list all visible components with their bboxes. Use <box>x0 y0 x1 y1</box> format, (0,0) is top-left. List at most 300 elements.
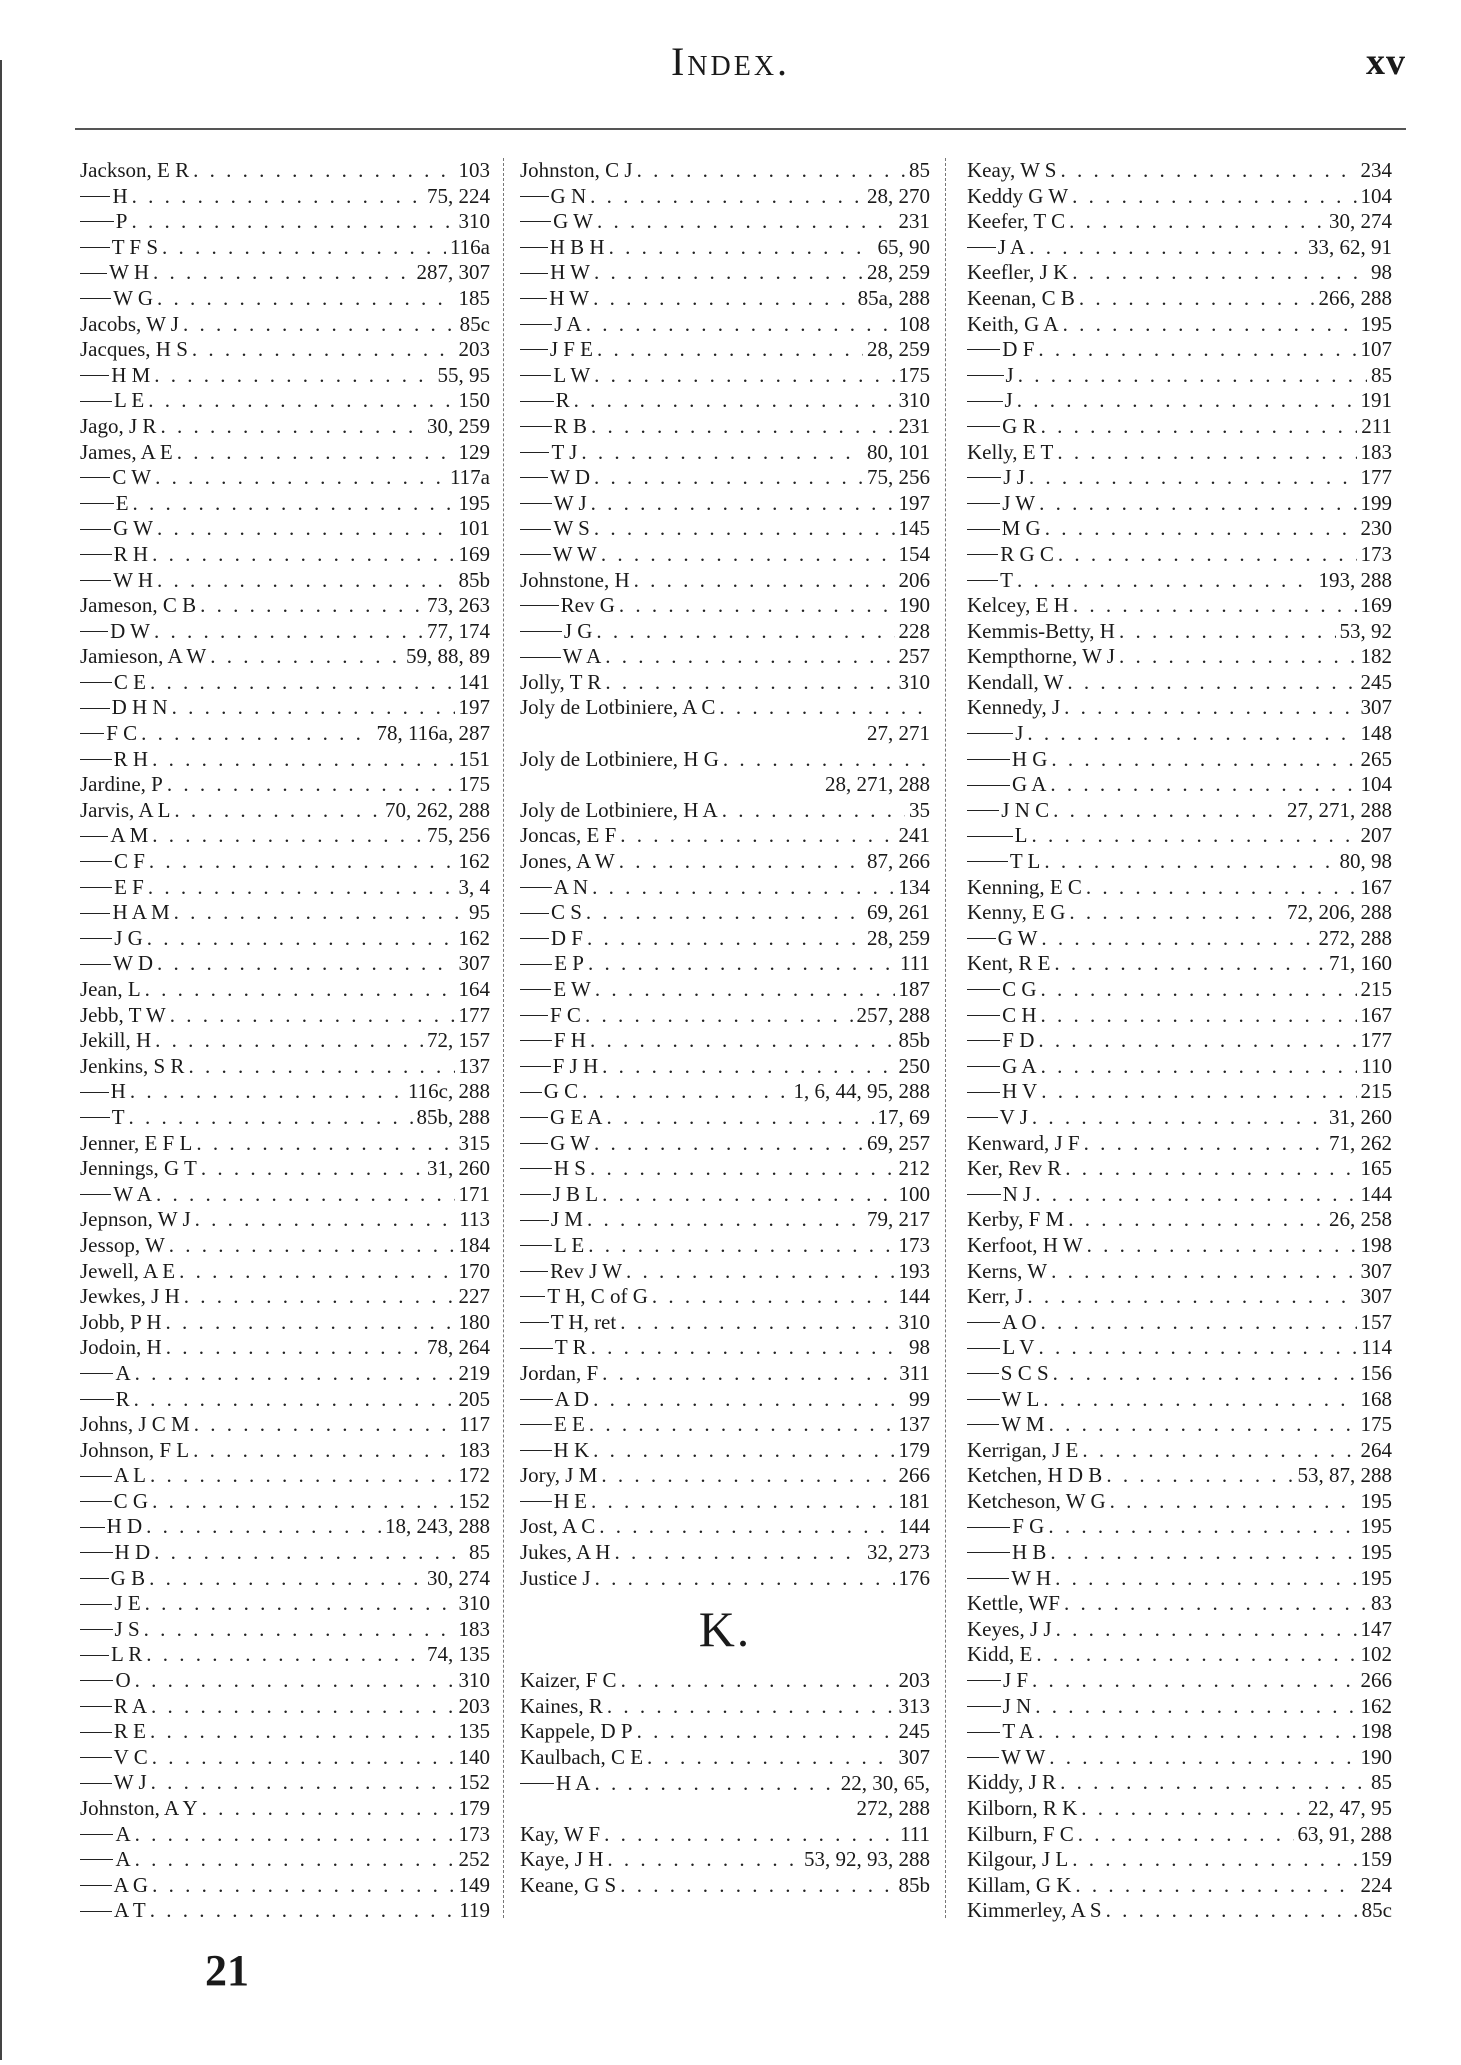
index-entry <box>967 1898 1392 1924</box>
leader-dots <box>607 1694 895 1720</box>
index-entry <box>967 1617 1392 1643</box>
leader-dots <box>177 440 455 466</box>
entry-name: J B L <box>552 1181 599 1206</box>
leader-dots <box>1119 644 1357 670</box>
page-title: Index. <box>670 39 791 84</box>
entry-pages: 85b, 288 <box>416 1104 490 1129</box>
leader-dots <box>166 1310 455 1336</box>
entry-name: E W <box>553 977 591 1001</box>
entry-pages: 310 <box>898 1309 930 1334</box>
index-subentry <box>520 1207 930 1233</box>
entry-name: Kaines, R <box>520 1693 603 1718</box>
index-subentry <box>520 440 930 466</box>
ditto-rule <box>80 554 112 555</box>
index-subentry <box>520 542 930 568</box>
leader-dots <box>581 440 863 466</box>
entry-name: Keefler, J K <box>967 260 1069 285</box>
leader-dots <box>591 414 894 440</box>
entry-name: F J H <box>552 1053 599 1078</box>
leader-dots <box>1041 1054 1358 1080</box>
ditto-rule <box>80 887 112 888</box>
leader-dots <box>210 644 402 670</box>
signature-number: 21 <box>205 1946 249 1995</box>
entry-name: Jolly, T R <box>520 669 602 694</box>
ditto-rule <box>967 1015 1000 1016</box>
entry-name: W D <box>113 951 153 976</box>
entry-pages: 85b <box>898 1873 930 1897</box>
entry-name: H D <box>114 1540 151 1565</box>
entry-pages: 169 <box>458 541 490 566</box>
entry-pages: 59, 88, 89 <box>406 644 490 669</box>
entry-pages: 224 <box>1360 1872 1392 1897</box>
index-subentry <box>967 1335 1392 1361</box>
leader-dots <box>145 1591 455 1617</box>
entry-pages: 85 <box>1371 362 1392 387</box>
entry-name: J S <box>114 1616 140 1641</box>
leader-dots <box>148 388 454 414</box>
entry-pages: 140 <box>458 1744 490 1769</box>
ditto-rule <box>967 375 1004 376</box>
leader-dots <box>201 1156 423 1182</box>
index-subentry <box>80 849 490 875</box>
entry-name: T A <box>1002 1719 1035 1744</box>
leader-dots <box>1058 542 1357 568</box>
index-subentry <box>520 1233 930 1259</box>
entry-name: Keefer, T C <box>967 209 1066 234</box>
entry-name: Killam, G K <box>967 1872 1072 1897</box>
ditto-rule <box>80 1552 113 1553</box>
index-entry <box>80 1796 490 1822</box>
entry-name: Kimmerley, A S <box>967 1898 1102 1923</box>
leader-dots <box>1064 1591 1367 1617</box>
index-entry <box>967 1822 1392 1848</box>
entry-pages: 231 <box>898 209 930 234</box>
ditto-rule <box>520 221 551 222</box>
entry-pages: 187 <box>898 977 930 1001</box>
index-subentry <box>80 1387 490 1413</box>
index-column-3 <box>967 158 1392 1924</box>
leader-dots <box>1038 1335 1357 1361</box>
entry-name: Keyes, J J <box>967 1616 1052 1641</box>
entry-pages: 170 <box>458 1258 490 1283</box>
leader-dots <box>602 1054 894 1080</box>
entry-pages: 179 <box>458 1796 490 1820</box>
index-subentry <box>80 516 490 542</box>
leader-dots <box>597 337 863 363</box>
ditto-rule <box>80 477 110 478</box>
leader-dots <box>601 1463 894 1489</box>
index-subentry <box>967 235 1392 261</box>
entry-pages: 152 <box>458 1770 490 1795</box>
leader-dots <box>157 951 455 977</box>
ditto-rule <box>520 401 554 402</box>
entry-pages: 181 <box>898 1488 930 1513</box>
index-subentry <box>80 823 490 849</box>
index-entry <box>967 1591 1392 1617</box>
index-subentry <box>520 1489 930 1515</box>
index-entry <box>80 158 490 184</box>
index-subentry <box>967 1745 1392 1771</box>
entry-name: H K <box>553 1437 590 1462</box>
index-subentry <box>967 363 1392 389</box>
leader-dots <box>1050 1540 1356 1566</box>
index-entry <box>967 900 1392 926</box>
index-entry <box>967 1642 1392 1668</box>
entry-name: G W <box>550 1130 590 1155</box>
entry-name: Johnston, C J <box>520 158 633 182</box>
leader-dots <box>1041 1310 1357 1336</box>
index-subentry <box>80 1617 490 1643</box>
leader-dots <box>131 209 454 235</box>
entry-name: A <box>115 1847 131 1872</box>
entry-pages: 182 <box>1360 644 1392 669</box>
entry-pages: 71, 160 <box>1329 951 1392 976</box>
ditto-rule <box>967 1757 999 1758</box>
entry-pages: 310 <box>898 669 930 694</box>
index-subentry <box>80 1489 490 1515</box>
ditto-rule <box>967 1680 1001 1681</box>
entry-pages: 272, 288 <box>856 1796 930 1821</box>
entry-pages: 264 <box>1360 1437 1392 1462</box>
entry-pages: 98 <box>909 1335 930 1360</box>
entry-name: Jepnson, W J <box>80 1207 191 1232</box>
ditto-rule <box>80 938 112 939</box>
leader-dots <box>1035 1182 1356 1208</box>
ditto-rule <box>520 964 552 965</box>
entry-pages: 203 <box>898 1668 930 1693</box>
entry-pages: 175 <box>458 772 490 797</box>
index-entry <box>80 1003 490 1029</box>
entry-name: Jebb, T W <box>80 1002 166 1027</box>
leader-dots <box>1041 1003 1357 1029</box>
entry-pages: 179 <box>898 1437 930 1462</box>
index-subentry <box>967 1514 1392 1540</box>
entry-pages: 18, 243, 288 <box>385 1514 490 1539</box>
entry-name: L E <box>554 1232 585 1257</box>
index-subentry <box>520 977 930 1003</box>
leader-dots <box>156 1182 455 1208</box>
index-subentry <box>967 721 1392 747</box>
leader-dots <box>596 619 894 645</box>
leader-dots <box>152 1873 454 1899</box>
index-entry <box>80 1028 490 1054</box>
index-entry <box>520 670 930 696</box>
leader-dots <box>588 1233 894 1259</box>
index-subentry <box>80 1745 490 1771</box>
entry-name: M G <box>1001 516 1041 541</box>
leader-dots <box>153 260 412 286</box>
entry-pages: 313 <box>898 1693 930 1718</box>
ditto-rule <box>520 1783 554 1784</box>
ditto-rule <box>80 196 110 197</box>
index-entry <box>80 977 490 1003</box>
entry-pages: 171 <box>458 1181 490 1206</box>
leader-dots <box>135 1847 455 1873</box>
index-entry <box>967 1233 1392 1259</box>
leader-dots <box>157 516 455 542</box>
leader-dots <box>1065 1156 1356 1182</box>
index-entry <box>80 644 490 670</box>
entry-pages: 190 <box>1360 1744 1392 1769</box>
entry-name: Kerby, F M <box>967 1207 1065 1232</box>
entry-pages: 27, 271 <box>867 721 930 746</box>
index-subentry <box>967 568 1392 594</box>
index-subentry <box>520 388 930 414</box>
entry-name: T R <box>554 1335 587 1360</box>
index-subentry <box>967 977 1392 1003</box>
leader-dots <box>593 1438 894 1464</box>
entry-pages: 31, 260 <box>427 1156 490 1181</box>
index-entry <box>80 772 490 798</box>
ditto-rule <box>80 913 110 914</box>
entry-pages: 78, 116a, 287 <box>376 721 490 746</box>
entry-pages: 104 <box>1360 772 1392 797</box>
entry-name: W H <box>109 260 150 285</box>
entry-pages: 183 <box>458 1437 490 1462</box>
index-entry <box>80 414 490 440</box>
entry-name: R <box>115 1386 130 1411</box>
index-entry <box>967 1847 1392 1873</box>
index-subentry <box>80 1694 490 1720</box>
entry-pages: 30, 259 <box>427 413 490 438</box>
index-entry <box>967 440 1392 466</box>
entry-name: C H <box>1002 1002 1037 1027</box>
index-subentry <box>520 1335 930 1361</box>
ditto-rule <box>520 605 559 606</box>
entry-name: Jago, J R <box>80 413 157 438</box>
leader-dots <box>1049 1412 1357 1438</box>
ditto-rule <box>967 1732 1000 1733</box>
leader-dots <box>1032 1105 1325 1131</box>
entry-name: A <box>115 1821 131 1846</box>
leader-dots <box>637 158 905 184</box>
entry-pages: 129 <box>458 439 490 464</box>
leader-dots <box>149 1566 423 1592</box>
ditto-rule <box>520 196 549 197</box>
entry-pages: 85c <box>459 311 490 336</box>
leader-dots <box>1038 1028 1356 1054</box>
entry-name: Jamieson, A W <box>80 644 207 669</box>
entry-pages: 137 <box>458 1053 490 1078</box>
binding-edge <box>0 60 8 2060</box>
ditto-rule <box>520 1271 548 1272</box>
entry-pages: 310 <box>458 1668 490 1693</box>
entry-pages: 137 <box>898 1412 930 1437</box>
entry-pages: 78, 264 <box>427 1335 490 1360</box>
leader-dots <box>1035 1694 1356 1720</box>
index-subentry <box>520 260 930 286</box>
entry-name: H G <box>1011 746 1048 771</box>
index-subentry <box>520 875 930 901</box>
index-entry <box>80 1207 490 1233</box>
leader-dots <box>1072 184 1356 210</box>
leader-dots <box>652 1284 895 1310</box>
entry-pages: 198 <box>1360 1232 1392 1257</box>
index-entry <box>967 209 1392 235</box>
ditto-rule <box>967 1578 1009 1579</box>
leader-dots <box>588 951 896 977</box>
entry-pages: 85 <box>1371 1770 1392 1795</box>
entry-name: H W <box>549 285 590 310</box>
entry-pages: 114 <box>1361 1335 1392 1360</box>
entry-pages: 266 <box>898 1463 930 1488</box>
index-subentry <box>967 1003 1392 1029</box>
entry-name: Kemmis-Betty, H <box>967 618 1115 643</box>
ditto-rule <box>520 1015 548 1016</box>
index-entry <box>520 695 930 721</box>
entry-name: T H, C of G <box>547 1284 648 1309</box>
entry-name: W L <box>1001 1386 1040 1411</box>
entry-name: Kenning, E C <box>967 874 1082 899</box>
entry-name: F C <box>550 1002 581 1027</box>
entry-pages: 167 <box>1360 1002 1392 1027</box>
entry-pages: 149 <box>458 1872 490 1897</box>
index-subentry <box>520 235 930 261</box>
ditto-rule <box>80 1194 111 1195</box>
ditto-rule <box>967 785 1010 786</box>
leader-dots <box>154 619 423 645</box>
entry-name: W H <box>113 567 153 592</box>
entry-pages: 101 <box>458 516 490 541</box>
index-subentry <box>80 1898 490 1924</box>
index-subentry <box>80 1873 490 1899</box>
index-subentry <box>520 286 930 312</box>
leader-dots <box>1084 1131 1325 1157</box>
leader-dots <box>609 235 874 261</box>
leader-dots <box>1106 1898 1358 1924</box>
entry-name: H A M <box>112 900 170 925</box>
entry-name: G W <box>997 925 1038 950</box>
entry-name: Justice J <box>520 1565 591 1590</box>
entry-pages: 175 <box>1360 1412 1392 1437</box>
entry-pages: 107 <box>1360 337 1392 362</box>
index-entry <box>520 1847 930 1873</box>
leader-dots <box>601 542 895 568</box>
leader-dots <box>132 184 423 210</box>
leader-dots <box>607 1847 800 1873</box>
entry-pages: 164 <box>458 977 490 1001</box>
ditto-rule <box>520 477 548 478</box>
index-entry <box>520 1745 930 1771</box>
leader-dots <box>592 875 894 901</box>
leader-dots <box>146 1642 423 1668</box>
index-subentry <box>80 1540 490 1566</box>
index-entry-continuation <box>520 772 930 798</box>
leader-dots <box>582 1079 789 1105</box>
ditto-rule <box>80 1604 112 1605</box>
entry-name: H B <box>1011 1540 1047 1565</box>
index-subentry <box>80 1361 490 1387</box>
entry-name: Kilgour, J L <box>967 1847 1069 1872</box>
ditto-rule <box>80 1885 112 1886</box>
ditto-rule <box>967 1348 1000 1349</box>
entry-name: J F <box>1002 1668 1029 1693</box>
entry-name: Kendall, W <box>967 669 1064 694</box>
ditto-rule <box>520 1117 548 1118</box>
entry-pages: 257 <box>898 644 930 669</box>
leader-dots <box>1039 491 1356 517</box>
leader-dots <box>1029 235 1304 261</box>
ditto-rule <box>80 682 112 683</box>
entry-name: V C <box>113 1744 148 1769</box>
entry-name: H B H <box>549 234 605 259</box>
leader-dots <box>157 286 455 312</box>
entry-name: F C <box>106 721 138 746</box>
entry-pages: 75, 256 <box>867 465 930 490</box>
entry-pages: 245 <box>1360 669 1392 694</box>
entry-name: E <box>115 490 129 515</box>
entry-pages: 195 <box>1360 1540 1392 1565</box>
leader-dots <box>1072 1847 1356 1873</box>
leader-dots <box>192 337 455 363</box>
entry-pages: 156 <box>1360 1360 1392 1385</box>
entry-pages: 135 <box>458 1719 490 1744</box>
entry-pages: 26, 258 <box>1329 1207 1392 1232</box>
index-subentry <box>967 1105 1392 1131</box>
entry-name: Jenkins, S R <box>80 1053 185 1078</box>
entry-pages: 173 <box>1360 541 1392 566</box>
entry-pages: 85b <box>458 567 490 592</box>
index-subentry <box>80 1591 490 1617</box>
entry-pages: 108 <box>898 311 930 336</box>
index-entry <box>967 312 1392 338</box>
index-subentry <box>967 1566 1392 1592</box>
index-subentry <box>967 491 1392 517</box>
ditto-rule <box>520 657 561 658</box>
entry-name: W D <box>550 465 590 490</box>
leader-dots <box>184 1284 455 1310</box>
index-entry <box>967 1770 1392 1796</box>
leader-dots <box>129 1105 413 1131</box>
leader-dots <box>606 1105 873 1131</box>
leader-dots <box>1067 670 1356 696</box>
index-subentry <box>967 1387 1392 1413</box>
entry-name: Joly de Lotbiniere, H A <box>520 797 718 822</box>
entry-name: Kettle, WF <box>967 1591 1060 1616</box>
leader-dots <box>152 1745 455 1771</box>
entry-pages: 117 <box>459 1412 490 1437</box>
entry-name: L R <box>110 1642 143 1667</box>
entry-pages: 310 <box>458 209 490 234</box>
entry-name: J <box>1005 362 1014 387</box>
leader-dots <box>593 1387 905 1413</box>
entry-name: H W <box>550 260 590 285</box>
ditto-rule <box>520 938 549 939</box>
ditto-rule <box>80 759 112 760</box>
entry-pages: 228 <box>898 618 930 643</box>
entry-pages: 219 <box>458 1360 490 1385</box>
entry-name: T <box>1000 567 1013 592</box>
index-entry <box>80 1131 490 1157</box>
entry-name: Jukes, A H <box>520 1540 611 1565</box>
index-entry <box>80 1054 490 1080</box>
index-entry <box>520 1873 930 1899</box>
entry-pages: 151 <box>458 746 490 771</box>
ditto-rule <box>967 1040 1000 1041</box>
index-entry <box>80 1310 490 1336</box>
entry-name: Kennedy, J <box>967 695 1061 720</box>
entry-pages: 185 <box>458 285 490 310</box>
leader-dots <box>134 1387 455 1413</box>
ditto-rule <box>520 1501 552 1502</box>
leader-dots <box>1081 1796 1304 1822</box>
leader-dots <box>1054 951 1325 977</box>
leader-dots <box>194 1412 456 1438</box>
leader-dots <box>1079 286 1315 312</box>
entry-name: J A <box>997 234 1026 259</box>
leader-dots <box>147 926 455 952</box>
entry-name: A D <box>554 1386 590 1411</box>
